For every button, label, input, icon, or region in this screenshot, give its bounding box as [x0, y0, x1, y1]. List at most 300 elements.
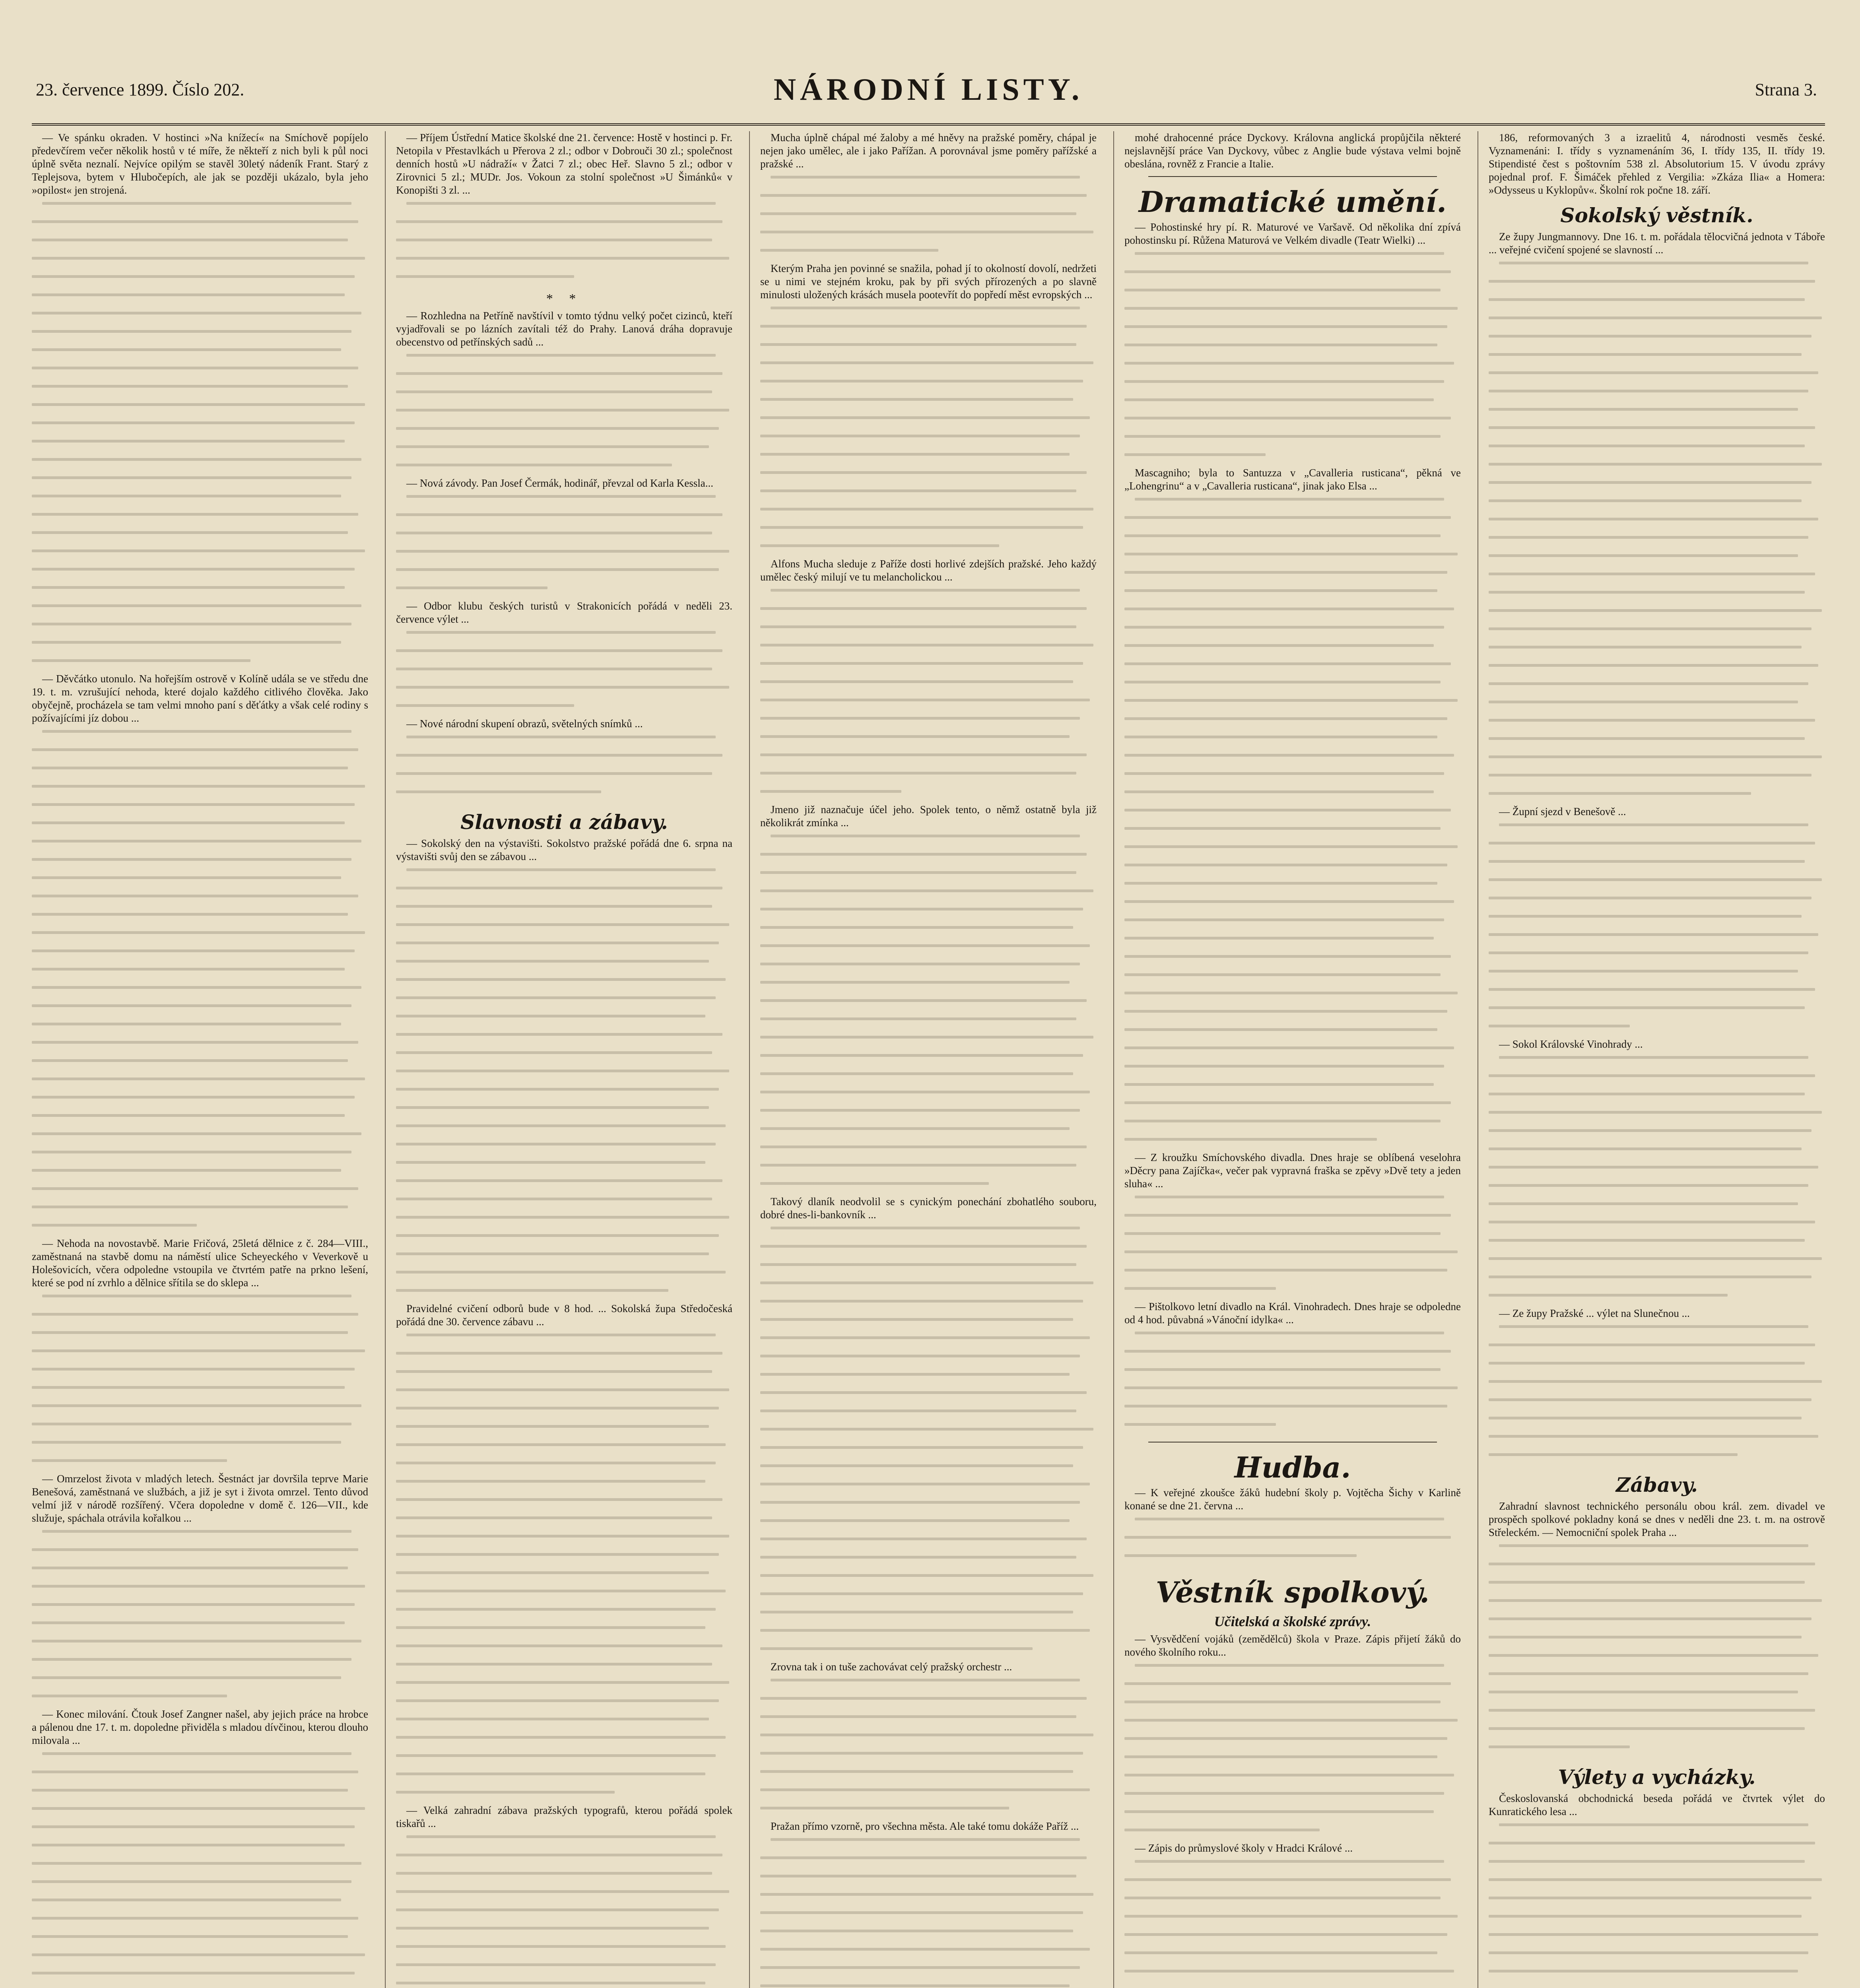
article: Ze župy Jungmannovy. Dne 16. t. m. pořádala tělocvičná jednota v Táboře ... veřejné cvičení spojené se slavností ... — [1489, 231, 1825, 256]
article-body — [32, 202, 368, 672]
text-line — [1124, 681, 1461, 694]
text-line — [760, 1752, 1097, 1765]
text-line — [1124, 1951, 1461, 1965]
text-line — [396, 586, 732, 600]
text-line — [760, 1611, 1097, 1624]
text-line — [1489, 1129, 1825, 1142]
text-line — [760, 544, 1097, 557]
text-line — [1124, 1028, 1461, 1041]
text-line — [1124, 1269, 1461, 1282]
text-line — [1124, 736, 1461, 749]
article-body — [760, 835, 1097, 1195]
text-line — [32, 1114, 368, 1127]
text-line — [32, 1603, 368, 1616]
text-line — [760, 871, 1097, 884]
article: Českoslovanská obchodnická beseda pořádá ve čtvrtek výlet do Kunratického lesa ... — [1489, 1792, 1825, 1817]
article: Kterým Praha jen povinné se snažila, pohad jí to okolností dovolí, nedržeti se u nimi ve stejném kroku, pak by při svých přírozených a po slavně minulosti uložených krásách musela pootevřít do popředí měst evropských ... — [760, 262, 1097, 301]
text-line — [396, 202, 732, 215]
text-line — [1489, 353, 1825, 366]
text-line — [1489, 682, 1825, 695]
text-line — [1124, 992, 1461, 1005]
text-line — [1124, 553, 1461, 566]
article-body — [396, 736, 732, 804]
text-line — [32, 531, 368, 544]
text-line — [1489, 335, 1825, 348]
text-line — [396, 1216, 732, 1229]
text-line — [1124, 344, 1461, 357]
text-line — [760, 1300, 1097, 1313]
article: — Z kroužku Smíchovského divadla. Dnes hraje se oblíbená veselohra »Děcry pana Zajíčka«, večer pak vypravná fraška se zpěvy »Dvě tety a jeden sluha« ... — [1124, 1151, 1461, 1190]
text-line — [1489, 1398, 1825, 1411]
column-4 — [1124, 131, 1461, 1988]
text-line — [760, 1966, 1097, 1979]
text-line — [1489, 1417, 1825, 1430]
text-line — [1489, 1325, 1825, 1338]
text-line — [760, 231, 1097, 244]
text-line — [32, 1331, 368, 1344]
article-body — [1124, 1518, 1461, 1567]
text-line — [396, 1791, 732, 1804]
text-line — [396, 649, 732, 662]
text-line — [760, 343, 1097, 356]
text-line — [1489, 719, 1825, 732]
article-body — [1124, 1332, 1461, 1436]
text-line — [760, 1091, 1097, 1104]
text-line — [32, 1169, 368, 1182]
text-line — [396, 1626, 732, 1639]
article: — Nehoda na novostavbě. Marie Fričová, 25letá dělnice z č. 284—VIII., zaměstnaná na stavbě domu na náměstí ulice Scheyeckého v Veverkově u Holešovicích, včera odpoledne vstoupila ve čtvrtém patře na prkno lešení, které se pod ní zvrhlo a dělnice sřítila se do sklepa ... — [32, 1237, 368, 1289]
text-line — [1489, 1823, 1825, 1837]
text-line — [32, 1567, 368, 1580]
divider — [1148, 176, 1437, 177]
column-3 — [760, 131, 1097, 1988]
text-line — [396, 772, 732, 785]
text-line — [760, 999, 1097, 1012]
article: — Rozhledna na Petříně navštívil v tomto týdnu velký počet cizinců, kteří vyjadřovali se po lázních zavítali též do Prahy. Lanová dráha dopravuje obecenstvo od petřínských sadů ... — [396, 310, 732, 348]
text-line — [396, 239, 732, 252]
text-line — [396, 257, 732, 270]
text-line — [1489, 1343, 1825, 1357]
text-line — [1124, 1518, 1461, 1531]
text-line — [760, 1856, 1097, 1870]
text-line — [760, 1770, 1097, 1783]
text-line — [32, 949, 368, 963]
text-line — [760, 1336, 1097, 1349]
text-line — [760, 1984, 1097, 1988]
article-body — [760, 589, 1097, 803]
text-line — [32, 293, 368, 307]
text-line — [32, 385, 368, 398]
text-line — [1124, 864, 1461, 877]
text-line — [396, 1890, 732, 1903]
text-line — [32, 913, 368, 926]
text-line — [32, 1459, 368, 1472]
text-line — [760, 1875, 1097, 1888]
text-line — [32, 586, 368, 599]
text-line — [760, 1281, 1097, 1295]
article: — Ze župy Pražské ... výlet na Slunečnou ... — [1499, 1307, 1690, 1319]
article-body — [1124, 1860, 1461, 1988]
text-line — [32, 1004, 368, 1017]
text-line — [32, 931, 368, 944]
text-line — [396, 942, 732, 955]
text-line — [32, 1548, 368, 1561]
text-line — [1124, 882, 1461, 895]
article: — Sokol Královské Vinohrady ... — [1499, 1038, 1643, 1050]
text-line — [32, 1023, 368, 1036]
text-line — [760, 176, 1097, 189]
text-line — [1489, 481, 1825, 494]
text-line — [396, 923, 732, 936]
text-line — [396, 445, 732, 458]
text-line — [1124, 289, 1461, 302]
text-line — [32, 1935, 368, 1948]
text-line — [32, 1368, 368, 1381]
text-line — [396, 996, 732, 1010]
text-line — [1124, 1915, 1461, 1928]
text-line — [760, 662, 1097, 675]
text-line — [1489, 1380, 1825, 1393]
article: — Župní sjezd v Benešově ... — [1499, 806, 1626, 817]
text-line — [396, 1927, 732, 1940]
column-rule — [749, 131, 750, 1988]
text-line — [1489, 1453, 1825, 1466]
text-line — [396, 550, 732, 563]
page-header — [32, 68, 1825, 126]
text-line — [1489, 701, 1825, 714]
text-line — [32, 330, 368, 343]
text-line — [32, 367, 368, 380]
text-line — [760, 361, 1097, 375]
text-line — [32, 1132, 368, 1145]
text-line — [1489, 1599, 1825, 1612]
text-line — [1124, 1250, 1461, 1264]
text-line — [1489, 1202, 1825, 1215]
text-line — [32, 312, 368, 325]
text-line — [32, 1640, 368, 1653]
text-line — [1124, 1774, 1461, 1787]
text-line — [32, 1917, 368, 1930]
text-line — [1124, 1737, 1461, 1750]
text-line — [396, 631, 732, 644]
text-line — [32, 1441, 368, 1454]
text-line — [32, 623, 368, 636]
text-line — [396, 1516, 732, 1530]
text-line — [1489, 915, 1825, 928]
text-line — [1489, 1435, 1825, 1448]
article: Jmeno již naznačuje účel jeho. Spolek tento, o němž ostatně byla již několikrát zmínka ... — [760, 804, 1097, 829]
article: Mascagniho; byla to Santuzza v „Cavalleria rusticana“, pěkná ve „Lohengrinu“ a v „Cavalleria rusticana“, jinak jako Elsa ... — [1124, 467, 1461, 492]
columns — [32, 131, 1825, 1988]
text-line — [760, 508, 1097, 521]
text-line — [32, 803, 368, 816]
text-line — [760, 589, 1097, 602]
newspaper-title: NÁRODNÍ LISTY. — [773, 72, 1083, 107]
text-line — [1124, 516, 1461, 529]
text-line — [396, 1443, 732, 1456]
article: — Příjem Ústřední Matice školské dne 21. července: Hostě v hostinci p. Fr. Netopila v Přestavlkách u Přerova 2 zl.; odbor v Dobrouči 30 zl.; společnost denních hostů »U nádraží« v Žatci 7 zl.; obec Heř. Slavno 5 zl.; odbor v Zirovnici 5 zl.; MUDr. Jos. Vokoun za stolní společnost »U Šimánků« v Konopišti 3 zl. ... — [396, 132, 732, 196]
text-line — [1124, 1214, 1461, 1227]
text-line — [396, 1590, 732, 1603]
text-line — [1489, 1056, 1825, 1069]
article: Pravidelné cvičení odborů bude v 8 hod. ... Sokolská župa Středočeská pořádá dne 30. července zábavu ... — [396, 1303, 732, 1328]
text-line — [32, 1880, 368, 1893]
text-line — [1489, 316, 1825, 330]
article-body — [760, 176, 1097, 262]
text-line — [760, 981, 1097, 994]
article-body — [760, 1679, 1097, 1820]
text-line — [32, 767, 368, 780]
text-line — [32, 421, 368, 435]
text-line — [32, 1313, 368, 1326]
text-line — [760, 1145, 1097, 1159]
text-line — [1489, 933, 1825, 946]
column-rule — [385, 131, 386, 1988]
article: — Omrzelost života v mladých letech. Šestnáct jar dovršila teprve Marie Benešová, zaměstnaná ve službách, a již je syt i života omrzel. Tento důvod velmí již v národě rozšířený. Včera dopoledne v domě č. 126—VII., kde služuje, spáchala otrávila kořalkou ... — [32, 1473, 368, 1524]
text-line — [760, 1519, 1097, 1532]
column-5 — [1489, 131, 1825, 1988]
article-body — [396, 868, 732, 1302]
text-line — [1124, 809, 1461, 822]
text-line — [396, 1070, 732, 1083]
text-line — [760, 1501, 1097, 1514]
article-body — [32, 1295, 368, 1472]
text-line — [1489, 842, 1825, 855]
text-line — [760, 1318, 1097, 1331]
article: — Pohostinské hry pí. R. Maturové ve Varšavě. Od několika dní zpívá pohostinsku pí. Růžena Maturová ve Velkém divadle (Teatr Wielki) ... — [1124, 221, 1461, 246]
text-line — [760, 1556, 1097, 1569]
text-line — [760, 772, 1097, 785]
text-line — [32, 257, 368, 270]
text-line — [760, 1054, 1097, 1067]
text-line — [396, 1124, 732, 1138]
text-line — [396, 1773, 732, 1786]
article-body — [396, 631, 732, 717]
text-line — [1489, 554, 1825, 567]
text-line — [32, 1676, 368, 1689]
text-line — [1124, 662, 1461, 676]
text-line — [760, 1483, 1097, 1496]
text-line — [1489, 1691, 1825, 1704]
text-line — [1124, 1232, 1461, 1245]
text-line — [396, 275, 732, 288]
text-line — [1489, 280, 1825, 293]
article: — Pištolkovo letní divadlo na Král. Vinohradech. Dnes hraje se odpoledne od 4 hod. půvabná »Vánoční idylka« ... — [1124, 1301, 1461, 1326]
text-line — [32, 1059, 368, 1072]
text-line — [396, 1718, 732, 1731]
text-line — [760, 212, 1097, 225]
text-line — [396, 1535, 732, 1548]
text-line — [1489, 499, 1825, 513]
text-line — [396, 1271, 732, 1284]
text-line — [32, 785, 368, 798]
text-line — [32, 1206, 368, 1219]
text-line — [760, 307, 1097, 320]
text-line — [1489, 408, 1825, 421]
text-line — [1124, 772, 1461, 785]
text-line — [1124, 1350, 1461, 1363]
text-line — [1124, 1719, 1461, 1732]
article-body — [32, 1530, 368, 1708]
text-line — [396, 1143, 732, 1156]
text-line — [32, 549, 368, 563]
text-line — [32, 730, 368, 743]
article-body — [760, 1838, 1097, 1988]
text-line — [32, 1807, 368, 1820]
text-line — [396, 427, 732, 440]
text-line — [1489, 1111, 1825, 1124]
article: — Ve spánku okraden. V hostinci »Na knížecí« na Smíchově popíjelo předevčírem večer několik hostů v té míře, že někteří z nich byli k půl noci úplně světa neznalí. Nejvíce opilým se stavěl 30letý nádeník Frant. Starý z Teplejsova, bytem v Hlubočepích, ale jak se později ukázalo, byla jeho »opilost« jen strojená. — [32, 132, 368, 196]
text-line — [1489, 1654, 1825, 1667]
article-body — [396, 495, 732, 600]
text-line — [1489, 1147, 1825, 1161]
article: Alfons Mucha sleduje z Paříže dosti horlivé zdejších pražské. Jeho každý umělec český milují ve tu melancholickou ... — [760, 558, 1097, 583]
article-body — [1124, 1664, 1461, 1842]
text-line — [32, 1041, 368, 1054]
article: Zrovna tak i on tuše zachovávat celý pražský orchestr ... — [771, 1661, 1012, 1673]
article-body — [1124, 252, 1461, 466]
text-line — [396, 532, 732, 545]
text-line — [760, 717, 1097, 730]
issue-date: 23. července 1899. Číslo 202. — [36, 80, 245, 99]
text-line — [1124, 626, 1461, 639]
text-line — [32, 1151, 368, 1164]
text-line — [1489, 1915, 1825, 1928]
text-line — [1489, 609, 1825, 622]
article-body — [1124, 1196, 1461, 1300]
text-line — [760, 526, 1097, 539]
text-line — [1489, 1544, 1825, 1557]
text-line — [396, 1571, 732, 1584]
text-line — [396, 790, 732, 804]
text-line — [396, 390, 732, 404]
text-line — [1124, 699, 1461, 712]
text-line — [760, 926, 1097, 939]
article-body — [396, 354, 732, 477]
text-line — [1124, 1682, 1461, 1695]
text-line — [1489, 1074, 1825, 1087]
text-line — [760, 1263, 1097, 1276]
text-line — [760, 471, 1097, 484]
text-line — [760, 790, 1097, 803]
text-line — [760, 1164, 1097, 1177]
article: — K veřejné zkoušce žáků hudební školy p. Vojtěcha Šichy v Karlině konané se dne 21. června ... — [1124, 1487, 1461, 1512]
text-line — [1124, 955, 1461, 968]
text-line — [1489, 823, 1825, 837]
text-line — [32, 986, 368, 999]
text-line — [760, 1373, 1097, 1386]
article: — Velká zahradní zábava pražských typografů, kterou pořádá spolek tiskařů ... — [396, 1804, 732, 1829]
text-line — [1489, 792, 1825, 805]
text-line — [396, 568, 732, 581]
section-heading: Slavnosti a zábavy. — [460, 810, 668, 834]
article: — Nové národní skupení obrazů, světelných snímků ... — [406, 718, 643, 730]
text-line — [760, 489, 1097, 503]
text-line — [1124, 1065, 1461, 1078]
text-line — [396, 1854, 732, 1867]
text-line — [32, 1404, 368, 1417]
text-line — [32, 568, 368, 581]
text-line — [1124, 845, 1461, 858]
text-line — [32, 1825, 368, 1839]
text-line — [1124, 1897, 1461, 1910]
text-line — [396, 1553, 732, 1566]
article-body — [1489, 823, 1825, 1038]
text-line — [1124, 1046, 1461, 1060]
text-line — [32, 476, 368, 489]
text-line — [1489, 1745, 1825, 1759]
article-body — [32, 1752, 368, 1988]
text-line — [396, 1234, 732, 1247]
text-line — [1489, 371, 1825, 384]
text-line — [1124, 307, 1461, 320]
text-line — [396, 1088, 732, 1101]
text-line — [1124, 1332, 1461, 1345]
text-line — [396, 1663, 732, 1676]
text-line — [32, 202, 368, 215]
text-line — [396, 1252, 732, 1266]
text-line — [1124, 362, 1461, 375]
text-line — [1489, 878, 1825, 891]
text-line — [32, 458, 368, 471]
text-line — [32, 1752, 368, 1765]
text-line — [32, 495, 368, 508]
text-line — [32, 1187, 368, 1200]
text-line — [32, 220, 368, 233]
article-body — [396, 1334, 732, 1804]
text-line — [32, 1844, 368, 1857]
article: — Sokolský den na výstavišti. Sokolstvo pražské pořádá dne 6. srpna na výstavišti svůj den se zábavou ... — [396, 837, 732, 862]
text-line — [1489, 1970, 1825, 1983]
text-line — [396, 1033, 732, 1046]
subsection-heading: Učitelská a školské zprávy. — [1214, 1613, 1371, 1629]
text-line — [32, 1658, 368, 1671]
column-rule — [1113, 131, 1114, 1988]
article-body — [760, 1227, 1097, 1660]
text-line — [1489, 627, 1825, 641]
text-line — [1124, 1368, 1461, 1381]
text-line — [32, 239, 368, 252]
text-line — [32, 1771, 368, 1784]
text-line — [396, 1498, 732, 1511]
article-body — [1489, 1544, 1825, 1759]
text-line — [1124, 1701, 1461, 1714]
page-number: Strana 3. — [1755, 80, 1817, 99]
text-line — [760, 1893, 1097, 1906]
section-heading: Věstník spolkový. — [1155, 1575, 1430, 1609]
text-line — [32, 604, 368, 617]
text-line — [760, 1734, 1097, 1747]
text-line — [1124, 1101, 1461, 1114]
text-line — [1124, 1120, 1461, 1133]
text-line — [396, 1835, 732, 1848]
text-line — [396, 1425, 732, 1438]
text-line — [32, 348, 368, 361]
text-line — [760, 735, 1097, 748]
text-line — [1124, 900, 1461, 913]
text-line — [1489, 1897, 1825, 1910]
text-line — [1489, 426, 1825, 439]
text-line — [1124, 589, 1461, 602]
text-line — [1489, 737, 1825, 750]
text-line — [1124, 1010, 1461, 1023]
text-line — [760, 1930, 1097, 1943]
text-line — [396, 754, 732, 767]
text-line — [760, 1127, 1097, 1140]
text-line — [760, 416, 1097, 429]
text-line — [1124, 398, 1461, 412]
text-line — [1124, 435, 1461, 448]
